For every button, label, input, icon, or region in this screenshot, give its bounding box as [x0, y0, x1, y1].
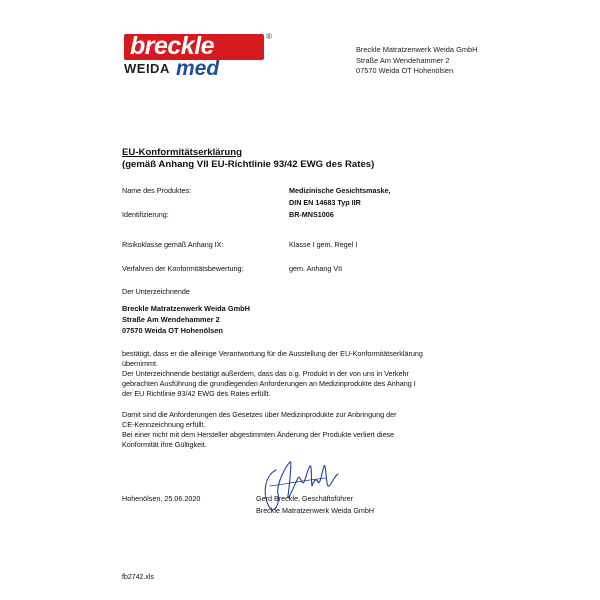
company-city: 07570 Weida OT Hohenölsen [122, 326, 223, 335]
paragraph-line: gebrachten Ausführung die grundlegenden Anforderungen an Medizinprodukte des Anhang I [122, 379, 416, 388]
footer-filename: fb2742.xls [122, 574, 154, 581]
risk-class-value: Klasse I gem. Regel I [289, 240, 358, 249]
title-line-1: EU-Konformitätserklärung [122, 147, 242, 158]
logo-med-text: med [176, 57, 220, 80]
paragraph-line: Konformität ihre Gültigkeit. [122, 440, 207, 449]
place-date: Hohenölsen, 25.06.2020 [122, 494, 201, 503]
product-label: Name des Produktes: [122, 186, 192, 195]
risk-class-label: Risikoklasse gemäß Anhang IX: [122, 240, 224, 249]
product-value-1: Medizinische Gesichtsmaske, [289, 186, 391, 195]
signer-name: Gerd Breckle, Geschäftsführer [256, 494, 354, 503]
sender-address-line: Breckle Matratzenwerk Weida GmbH [356, 45, 478, 54]
paragraph-line: bestätigt, dass er die alleinige Verantwortung für die Ausstellung der EU-Konformitätserklärung [122, 349, 423, 358]
logo-location-text: WEIDA [124, 61, 170, 76]
paragraph-line: der EU Richtlinie 93/42 EWG des Rates erfüllt. [122, 389, 271, 398]
logo-brand-text: breckle [130, 32, 215, 60]
document-title [122, 147, 374, 171]
paragraph-line: CE-Kennzeichnung erfüllt. [122, 420, 206, 429]
procedure-value: gem. Anhang VII [289, 264, 343, 273]
sender-address [356, 45, 477, 77]
paragraph-responsibility [122, 349, 482, 369]
undersigned-text: Der Unterzeichnende [122, 287, 190, 296]
breckle-med-logo [124, 34, 274, 80]
company-street: Straße Am Wendehammer 2 [122, 315, 220, 324]
product-value-2: DIN EN 14683 Typ IIR [289, 198, 361, 207]
paragraph-confirmation [122, 369, 482, 399]
paragraph-line: Der Unterzeichnende bestätigt außerdem, dass das o.g. Produkt in der von uns in Verkehr [122, 369, 409, 378]
paragraph-requirements [122, 410, 482, 450]
identification-label: Identifizierung: [122, 210, 169, 219]
identification-value: BR-MNS1006 [289, 210, 334, 219]
registered-mark: ® [266, 32, 272, 41]
company-name: Breckle Matratzenwerk Weida GmbH [122, 304, 251, 313]
paragraph-line: übernimmt. [122, 359, 158, 368]
logo-subline [124, 57, 264, 80]
signer-company: Breckle Matratzenwerk Weida GmbH [256, 506, 375, 515]
procedure-label: Verfahren der Konformitätsbewertung: [122, 264, 244, 273]
sender-address-line: Straße Am Wendehammer 2 [356, 55, 450, 65]
title-line-2: (gemäß Anhang VII EU-Richtlinie 93/42 EWG des Rates) [122, 159, 375, 170]
sender-address-line: 07570 Weida OT Hohenölsen [356, 66, 454, 75]
company-address-block [122, 303, 250, 336]
paragraph-line: Bei einer nicht mit dem Hersteller abgestimmten Änderung der Produkte verliert diese [122, 430, 395, 439]
paragraph-line: Damit sind die Anforderungen des Gesetzes über Medizinprodukte zur Anbringung der [122, 410, 397, 419]
